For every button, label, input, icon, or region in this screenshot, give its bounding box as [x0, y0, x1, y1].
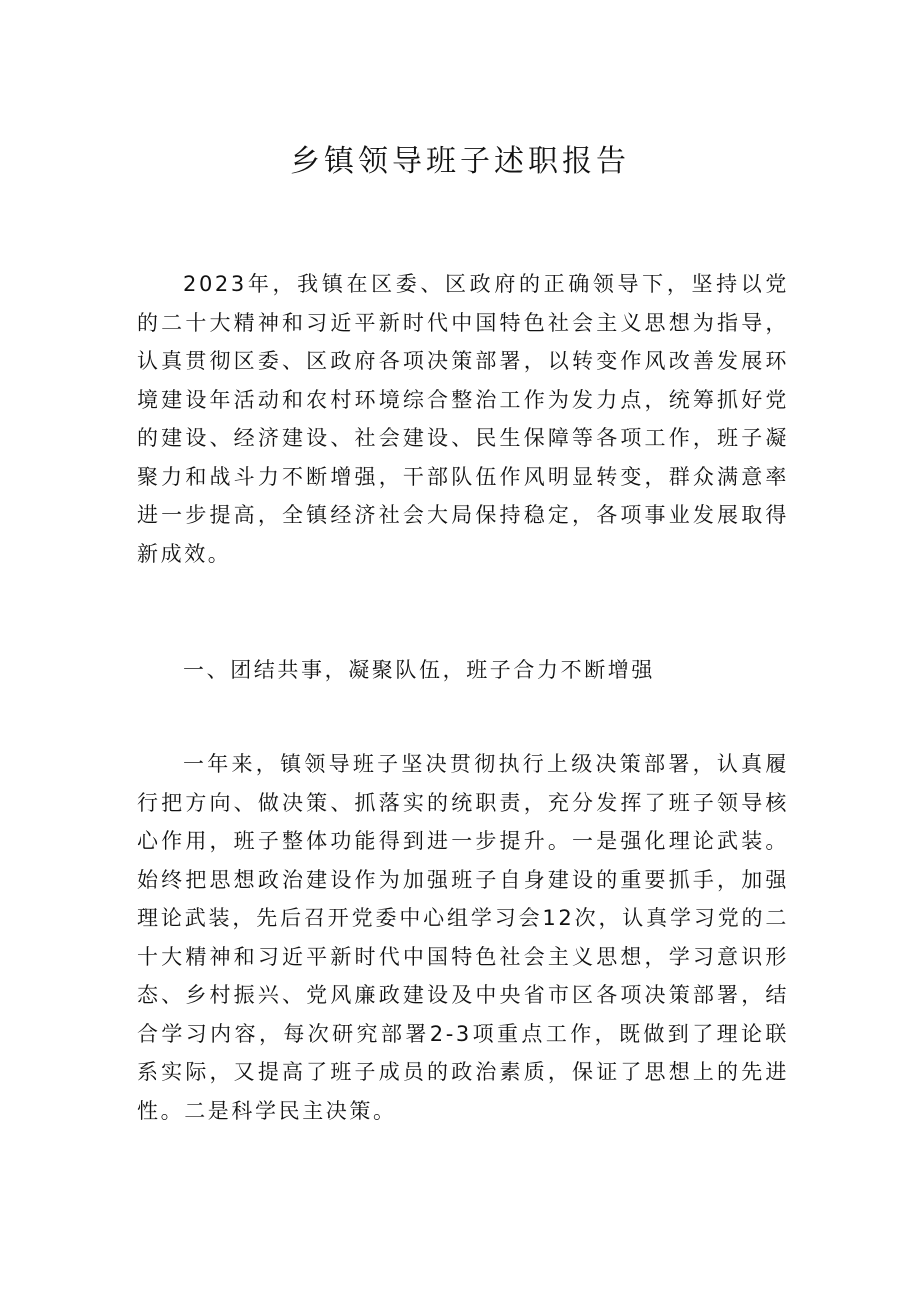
intro-paragraph: 2023年，我镇在区委、区政府的正确领导下，坚持以党的二十大精神和习近平新时代中国特色社会主义思想为指导，认真贯彻区委、区政府各项决策部署，以转变作风改善发展环境建设年活动和农村环境综合整治工作为发力点，统筹抓好党的建设、经济建设、社会建设、民生保障等各项工作，班子凝聚力和战斗力不断增强，干部队伍作风明显转变，群众满意率进一步提高，全镇经济社会大局保持稳定，各项事业发展取得新成效。: [137, 272, 789, 566]
section-paragraph: 一年来，镇领导班子坚决贯彻执行上级决策部署，认真履行把方向、做决策、抓落实的统职责，充分发挥了班子领导核心作用，班子整体功能得到进一步提升。一是强化理论武装。始终把思想政治建设作为加强班子自身建设的重要抓手，加强理论武装，先后召开党委中心组学习会12次，认真学习党的二十大精神和习近平新时代中国特色社会主义思想，学习意识形态、乡村振兴、党风廉政建设及中央省市区各项决策部署，结合学习内容，每次研究部署2-3项重点工作，既做到了理论联系实际，又提高了班子成员的政治素质，保证了思想上的先进性。二是科学民主决策。: [137, 752, 789, 1123]
section-heading: 一、团结共事，凝聚队伍，班子合力不断增强: [183, 658, 655, 682]
document-title: 乡镇领导班子述职报告: [290, 144, 630, 179]
